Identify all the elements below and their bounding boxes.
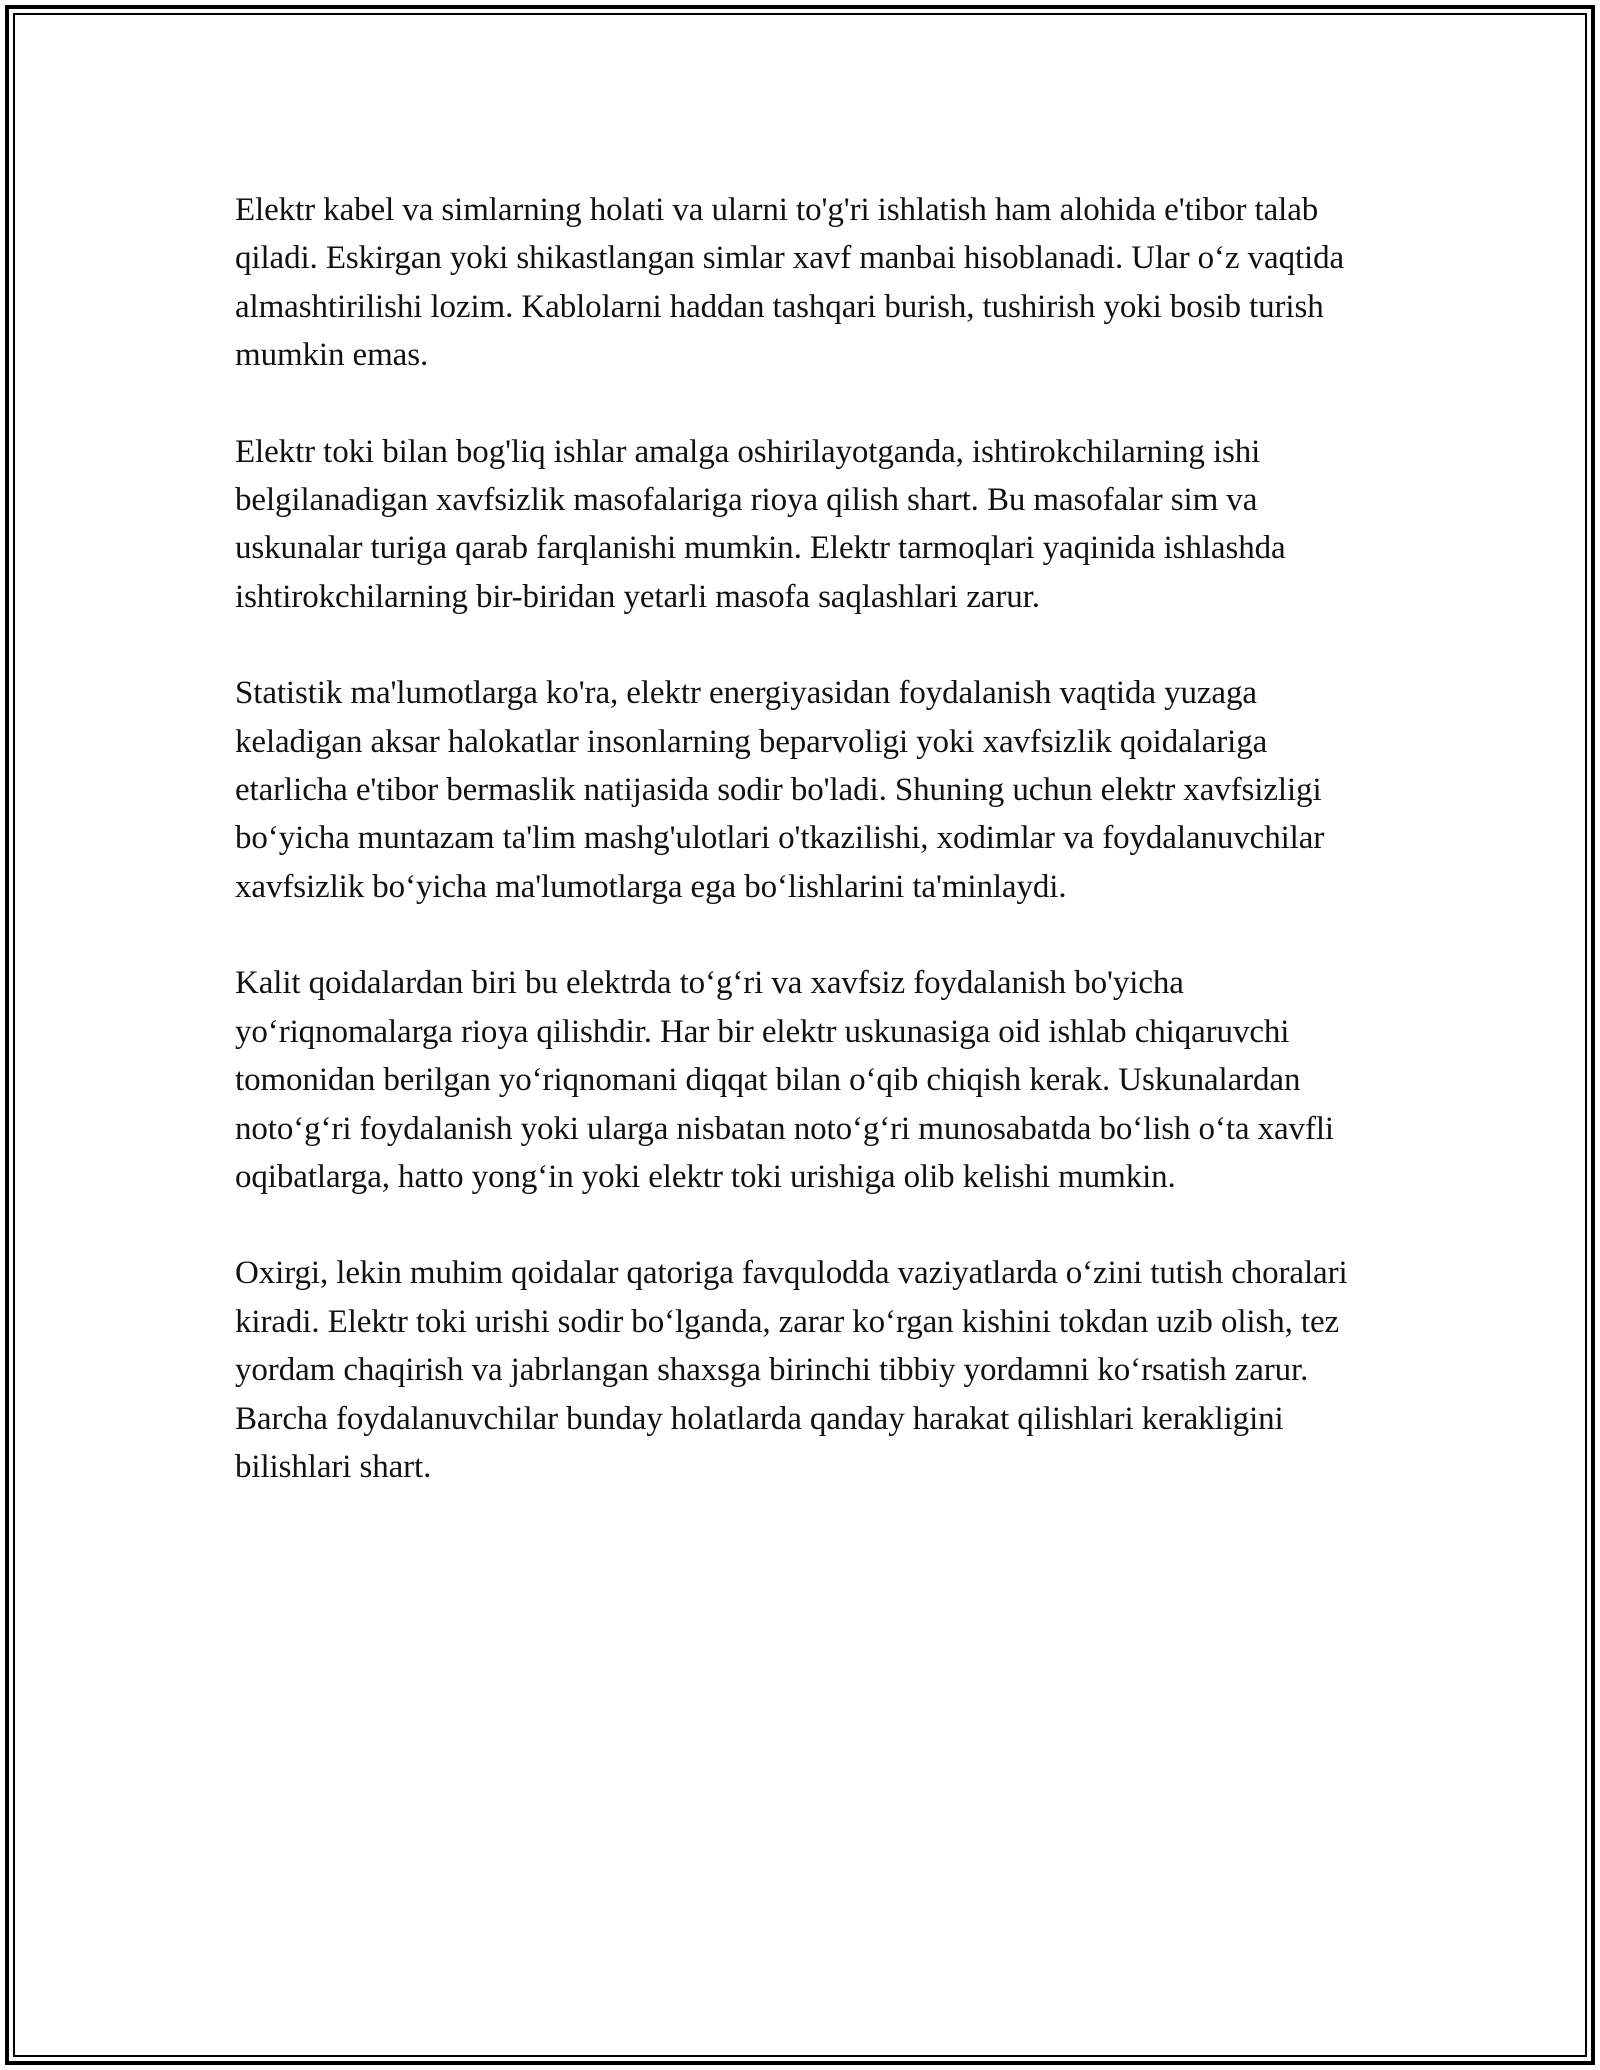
paragraph-5: Oxirgi, lekin muhim qoidalar qatoriga favqulodda vaziyatlarda o‘zini tutish choralari kiradi. Elektr toki urishi sodir bo‘lganda, zarar ko‘rgan kishini tokdan uzib olish, tez yordam chaqirish va jabrlangan shaxsga birinchi tibbiy yordamni ko‘rsatish zarur. Barcha foydalanuvchilar bunday holatlarda qanday harakat qilishlari kerakligini bilishlari shart.	[235, 1255, 1348, 1485]
paragraph-1: Elektr kabel va simlarning holati va ularni to'g'ri ishlatish ham alohida e'tibor talab qiladi. Eskirgan yoki shikastlangan simlar xavf manbai hisoblanadi. Ular o‘z vaqtida almashtirilishi lozim. Kablolarni haddan tashqari burish, tushirish yoki bosib turish mumkin emas.	[235, 192, 1345, 374]
document-body	[235, 186, 1370, 1539]
paragraph-2: Elektr toki bilan bog'liq ishlar amalga oshirilayotganda, ishtirokchilarning ishi belgilanadigan xavfsizlik masofalariga rioya qilish shart. Bu masofalar sim va uskunalar turiga qarab farqlanishi mumkin. Elektr tarmoqlari yaqinida ishlashda ishtirokchilarning bir-biridan yetarli masofa saqlashlari zarur.	[235, 433, 1286, 615]
paragraph-4: Kalit qoidalardan biri bu elektrda to‘g‘ri va xavfsiz foydalanish bo'yicha yo‘riqnomalarga rioya qilishdir. Har bir elektr uskunasiga oid ishlab chiqaruvchi tomonidan berilgan yo‘riqnomani diqqat bilan o‘qib chiqish kerak. Uskunalardan noto‘g‘ri foydalanish yoki ularga nisbatan noto‘g‘ri munosabatda bo‘lish o‘ta xavfli oqibatlarga, hatto yong‘in yoki elektr toki urishiga olib kelishi mumkin.	[235, 965, 1334, 1195]
paragraph-3: Statistik ma'lumotlarga ko'ra, elektr energiyasidan foydalanish vaqtida yuzaga keladigan aksar halokatlar insonlarning beparvoligi yoki xavfsizlik qoidalariga etarlicha e'tibor bermaslik natijasida sodir bo'ladi. Shuning uchun elektr xavfsizligi bo‘yicha muntazam ta'lim mashg'ulotlari o'tkazilishi, xodimlar va foydalanuvchilar xavfsizlik bo‘yicha ma'lumotlarga ega bo‘lishlarini ta'minlaydi.	[235, 675, 1325, 905]
